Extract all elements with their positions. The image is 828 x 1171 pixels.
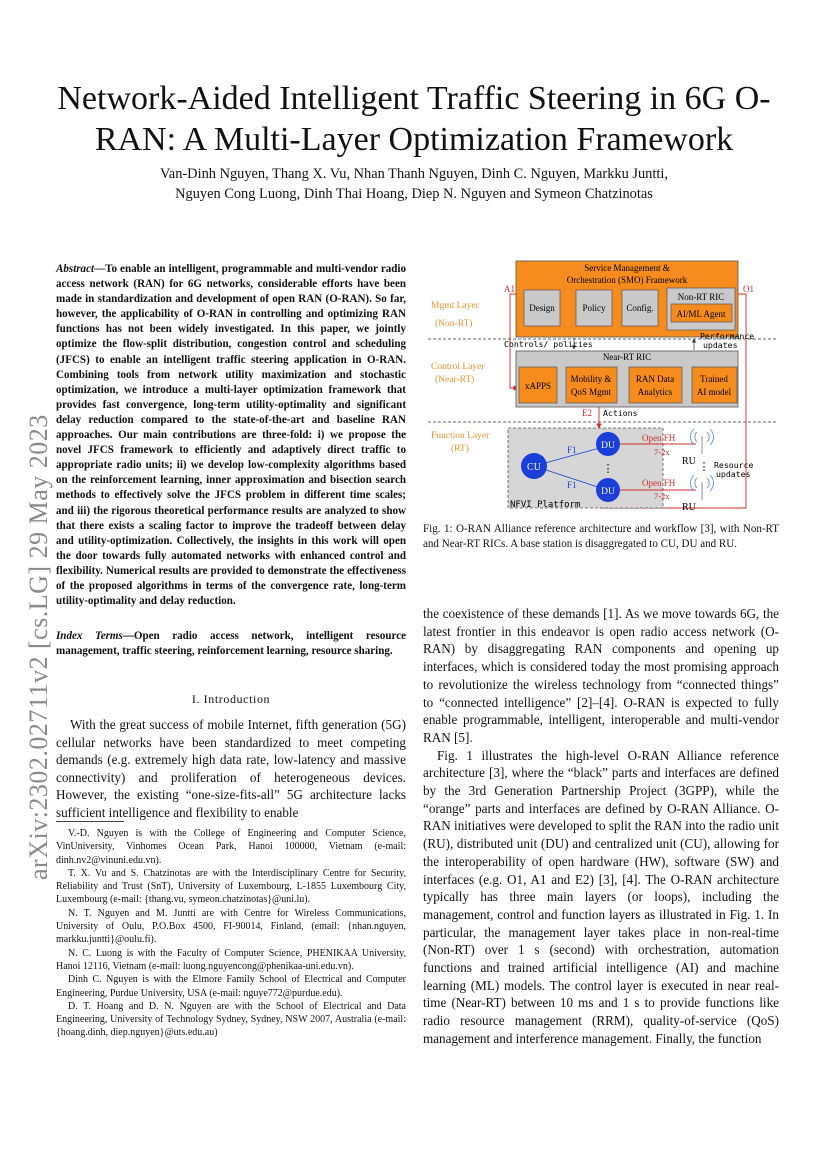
design-label: Design: [529, 303, 555, 313]
footnote: N. T. Nguyen and M. Juntti are with Centre for Wireless Communications, University of Oulu, P.O.Box 4500, FI-90014, Finland, (email: {nhan.nguyen, markku.juntti}@oulu.fi).: [56, 907, 406, 946]
nfvi-label: NFVI Platform: [510, 500, 581, 510]
f1-label-bottom: F1: [567, 480, 577, 490]
footnote: Dinh C. Nguyen is with the Elmore Family School of Electrical and Computer Engineering, Purdue University, USA (e-mail: nguye772@purdue.edu).: [56, 974, 406, 999]
oran-architecture-figure: [424, 256, 780, 518]
abstract-lead: Abstract: [56, 263, 95, 275]
intro-paragraph: With the great success of mobile Internet, fifth generation (5G) cellular networks have been standardized to meet competing demands (e.g. extremely high data rate, low-latency and massive connectivity) and proliferation of heterogeneous devices. However, the existing “one-size-fits-all” 5G architecture lacks sufficient intelligence and flexibility to enable: [56, 717, 406, 820]
authors-line-2: Nguyen Cong Luong, Dinh Thai Hoang, Diep N. Nguyen and Symeon Chatzinotas: [175, 186, 653, 202]
antenna-icon: [691, 475, 714, 500]
mgmt-layer-label: Mgmt Layer: [431, 301, 479, 311]
arxiv-stamp: arXiv:2302.02711v2 [cs.LG] 29 May 2023: [24, 414, 53, 880]
ran-data-label: RAN Data: [635, 374, 675, 384]
abstract-text: —To enable an intelligent, programmable and multi-vendor radio access network (RAN) for 6G networks, considerable efforts have been made in standardization and development of open RAN (O-RAN). So far, however, the applicability of O-RAN in controlling and optimizing RAN functions has not been widely investigated. In this paper, we jointly optimize the flow-split distribution, congestion control and scheduling (JFCS) to enable an intelligent traffic steering application in O-RAN. Combining tools from network utility maximization and stochastic optimization, we introduce a multi-layer optimization framework that provides fast convergence, long-term utility-optimality and significant delay reduction compared to the state-of-the-art and baseline RAN approaches. Our main contributions are three-fold: i) we propose the novel JFCS framework to efficiently and adaptively direct traffic to appropriate radio units; ii) we develop low-complexity algorithms based on the reinforcement learning, inner approximation and bisection search methods to effectively solve the JFCS problem in different time scales; and iii) the rigorous theoretical performance results are analyzed to show that there exists a scaling factor to improve the tradeoff between delay and utility-optimization. Collectively, the insights in this work will open the door towards fully automated networks with enhanced control and flexibility. Numerical results are provided to demonstrate the effectiveness of the proposed algorithms in terms of the convergence rate, long-term utility-optimality and delay reduction.: [56, 263, 406, 608]
footnote: D. T. Hoang and D. N. Nguyen are with the School of Electrical and Data Engineering, University of Technology Sydney, Sydney, NSW 2007, Australia (e-mail: {hoang.dinh, diep.nguyen}@uts.edu.au): [56, 1000, 406, 1039]
nearrt-ric-label: Near-RT RIC: [602, 352, 652, 362]
du-ellipsis: ⋮: [602, 463, 614, 475]
intro-paragraph: Fig. 1 illustrates the high-level O-RAN Alliance reference architecture [3], where the “black” parts and interfaces are defined by the 3rd Generation Partnership Project (3GPP), while the “orange” parts and interfaces are defined by O-RAN Alliance. O-RAN initiatives were developed to split the RAN into the radio unit (RU), distributed unit (DU) and centralized unit (CU), allowing for the interoperability of open hardware (HW), software (SW) and interfaces (e.g. O1, A1 and E2) [3], [4]. The O-RAN architecture typically has three main layers (or loops), including the management, control and function layers as illustrated in Fig. 1. In particular, the management layer takes place in non-real-time (Non-RT) over 1 s (second) with orchestration, automation functions and trained artificial intelligence (AI) and machine learning (ML) models. The control layer is executed in near real-time (Near-RT) between 10 ms and 1 s to provide functions like radio resource management (RRM), quality-of-service (QoS) management and interference management. Finally, the function: [423, 747, 779, 1046]
ru-label-bottom: RU: [682, 502, 696, 513]
e2-label: E2: [582, 408, 592, 418]
split-bottom-label: 7-2x: [654, 491, 670, 501]
smo-title-2: Orchestration (SMO) Framework: [566, 275, 688, 285]
intro-left-column: [56, 716, 406, 822]
authors-line-1: Van-Dinh Nguyen, Thang X. Vu, Nhan Thanh Nguyen, Dinh C. Nguyen, Markku Juntti,: [160, 166, 668, 182]
mobility-sub: QoS Mgmt: [570, 387, 612, 397]
control-layer-sub: (Near-RT): [435, 375, 475, 385]
function-layer-label: Function Layer: [431, 431, 490, 441]
paper-title: Network-Aided Intelligent Traffic Steering in 6G O-RAN: A Multi-Layer Optimization Framework: [57, 80, 771, 158]
index-terms: [56, 629, 406, 659]
open-fh-bottom-label: Open FH: [642, 478, 676, 488]
intro-paragraph: the coexistence of these demands [1]. As we move towards 6G, the latest frontier in this endeavor is open radio access network (O-RAN) by disaggregating RAN components and opening up interfaces, which is considered today the most promising approach to revolutionize the wireless technology from “connected things” to “connected intelligence” [2]–[4]. O-RAN is expected to fully enable programmable, intelligent, interoperable and multi-vendor RAN [5].: [423, 606, 779, 745]
smo-title: Service Management &: [584, 263, 670, 273]
figure-caption: Fig. 1: O-RAN Alliance reference architecture and workflow [3], with Non-RT and Near-RT RICs. A base station is disaggregated to CU, DU and RU.: [423, 523, 779, 551]
policy-label: Policy: [582, 303, 606, 313]
footnote: V.-D. Nguyen is with the College of Engineering and Computer Science, VinUniversity, Vinhomes Ocean Park, Hanoi 100000, Vietnam (e-mail: dinh.nv2@vinuni.edu.vn).: [56, 828, 406, 866]
mobility-label: Mobility &: [570, 374, 612, 384]
footnote-rule: [56, 821, 124, 822]
mobility-box: [566, 367, 617, 403]
performance-label: Performance: [700, 331, 755, 341]
trained-model-sub: AI model: [696, 387, 732, 397]
footnotes: [56, 827, 406, 1040]
performance-sub: updates: [703, 340, 738, 350]
index-terms-lead: Index Terms: [56, 630, 123, 642]
du-label-top: DU: [601, 441, 615, 451]
actions-label: Actions: [603, 408, 638, 418]
antenna-icon: [691, 429, 714, 454]
index-terms-text: —Open radio access network, intelligent resource management, traffic steering, reinforcement learning, resource sharing.: [56, 630, 406, 658]
f1-label-top: F1: [567, 445, 577, 455]
controls-label: Controls/ policies: [504, 339, 593, 349]
abstract: [56, 262, 406, 609]
ran-data-box: [629, 367, 682, 403]
du-label-bottom: DU: [601, 487, 615, 497]
resource-label: Resource: [714, 460, 754, 470]
open-fh-top-label: Open FH: [642, 433, 676, 443]
nonrt-ric-label: Non-RT RIC: [677, 292, 725, 302]
a1-label: A1: [504, 284, 515, 294]
footnote: N. C. Luong is with the Faculty of Computer Science, PHENIKAA University, Hanoi 12116, Vietnam (e-mail: luong.nguyencong@phenikaa-uni.edu.vn).: [56, 947, 406, 972]
resource-sub: updates: [716, 469, 751, 479]
trained-model-box: [692, 367, 737, 403]
mgmt-layer-sub: (Non-RT): [435, 319, 473, 329]
ran-data-sub: Analytics: [637, 387, 673, 397]
ru-ellipsis: ⋮: [698, 461, 710, 473]
trained-model-label: Trained: [700, 374, 728, 384]
function-layer-sub: (RT): [451, 444, 469, 454]
cu-label: CU: [527, 462, 541, 473]
ru-label-top: RU: [682, 456, 696, 467]
author-list: [40, 164, 788, 204]
config-label: Config.: [626, 303, 654, 313]
footnote: T. X. Vu and S. Chatzinotas are with the Interdisciplinary Centre for Security, Reliability and Trust (SnT), University of Luxembourg, L-1855 Luxembourg City, Luxembourg (e-mail: {thang.vu, symeon.chatzinotas}@uni.lu).: [56, 867, 406, 906]
split-top-label: 7-2x: [654, 447, 670, 457]
control-layer-label: Control Layer: [431, 362, 485, 372]
xapps-label: xAPPS: [524, 381, 552, 391]
aiml-agent-label: AI/ML Agent: [676, 309, 726, 319]
o1-label: O1: [743, 284, 754, 294]
intro-right-column: [423, 605, 779, 1048]
section-heading: I. Introduction: [191, 692, 271, 706]
